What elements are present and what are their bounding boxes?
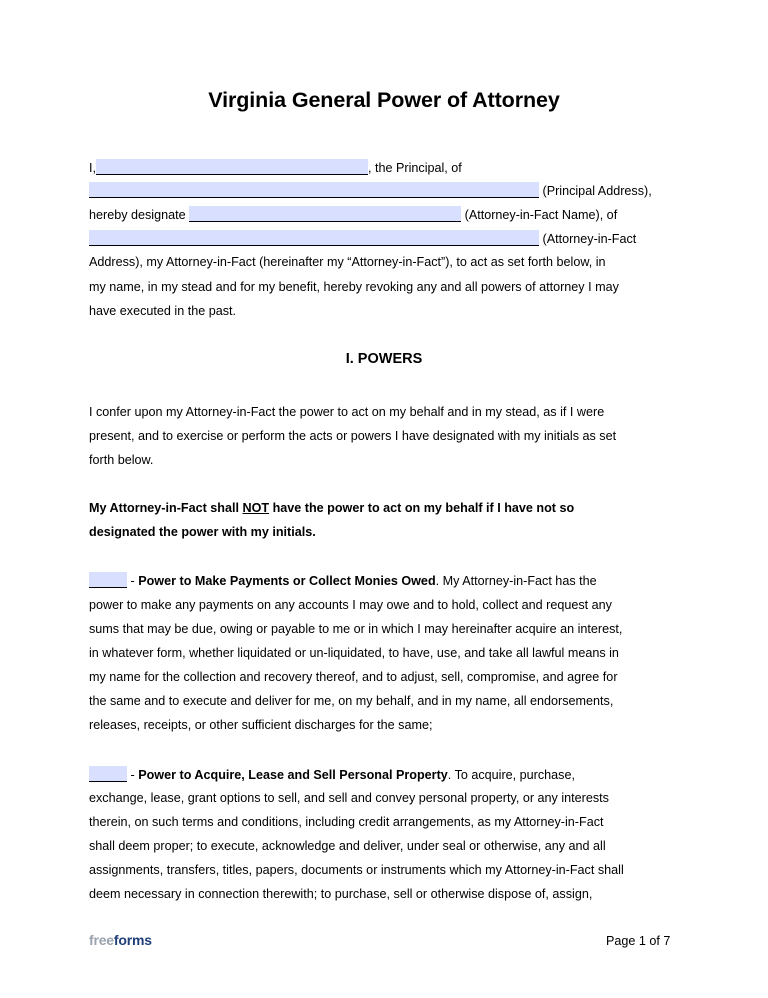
power1-line-6: the same and to execute and deliver for me, on my behalf, and in my name, all endorsements, (89, 694, 614, 708)
intro-line-3 (89, 206, 617, 223)
power1-title: Power to Make Payments or Collect Monies Owed (138, 574, 436, 588)
attorney-address-label: (Attorney-in-Fact (542, 232, 637, 246)
attorney-name-label: (Attorney-in-Fact Name), of (464, 208, 618, 222)
attorney-name-field[interactable] (189, 206, 461, 222)
document-title: Virginia General Power of Attorney (208, 88, 560, 112)
power1-line-3: sums that may be due, owing or payable to me or in which I may hereinafter acquire an interest, (89, 622, 623, 636)
designate-label: hereby designate (89, 208, 186, 222)
notice-not: NOT (242, 501, 270, 515)
intro-i-label: I, (89, 161, 96, 175)
power1-initials-field[interactable] (89, 572, 127, 588)
intro-line-4 (89, 230, 636, 247)
section-heading-powers: I. POWERS (345, 351, 423, 367)
confer-line-3: forth below. (89, 453, 154, 467)
page-number: Page 1 of 7 (606, 934, 671, 948)
notice-line-1: My Attorney-in-Fact shall NOT have the power to act on my behalf if I have not so (89, 501, 575, 515)
principal-name-field[interactable] (96, 159, 368, 175)
principal-of-label: , the Principal, of (368, 161, 462, 175)
intro-line-1 (89, 159, 462, 176)
intro-line-7: have executed in the past. (89, 304, 237, 318)
freeforms-logo: freeforms (89, 932, 152, 948)
intro-line-5: Address), my Attorney-in-Fact (hereinafter my “Attorney-in-Fact”), to act as set forth below, in (89, 255, 606, 269)
power2-line-1: - Power to Acquire, Lease and Sell Personal Property. To acquire, purchase, (89, 766, 575, 783)
confer-line-2: present, and to exercise or perform the acts or powers I have designated with my initials as set (89, 429, 617, 443)
power1-line-7: releases, receipts, or other sufficient discharges for the same; (89, 718, 433, 732)
notice-line-2: designated the power with my initials. (89, 525, 316, 539)
confer-line-1: I confer upon my Attorney-in-Fact the power to act on my behalf and in my stead, as if I were (89, 405, 605, 419)
power1-line-1: - Power to Make Payments or Collect Monies Owed. My Attorney-in-Fact has the (89, 572, 597, 589)
power2-line-2: exchange, lease, grant options to sell, and sell and convey personal property, or any interests (89, 791, 609, 805)
principal-address-field[interactable] (89, 182, 539, 198)
power1-line-4: in whatever form, whether liquidated or un-liquidated, to have, use, and take all lawful means in (89, 646, 619, 660)
principal-address-label: (Principal Address), (542, 184, 652, 198)
intro-line-2 (89, 182, 652, 199)
power2-initials-field[interactable] (89, 766, 127, 782)
power1-line-2: power to make any payments on any accounts I may owe and to hold, collect and request any (89, 598, 612, 612)
attorney-address-field[interactable] (89, 230, 539, 246)
power2-line-4: shall deem proper; to execute, acknowledge and deliver, under seal or otherwise, any and all (89, 839, 606, 853)
power2-line-6: deem necessary in connection therewith; to purchase, sell or otherwise dispose of, assign, (89, 887, 593, 901)
power1-line-5: my name for the collection and recovery thereof, and to adjust, sell, compromise, and agree for (89, 670, 618, 684)
power2-line-5: assignments, transfers, titles, papers, documents or instruments which my Attorney-in-Fact shall (89, 863, 624, 877)
power2-line-3: therein, on such terms and conditions, including credit arrangements, as my Attorney-in-Fact (89, 815, 604, 829)
power2-title: Power to Acquire, Lease and Sell Personal Property (138, 768, 448, 782)
intro-line-6: my name, in my stead and for my benefit, hereby revoking any and all powers of attorney I may (89, 280, 619, 294)
